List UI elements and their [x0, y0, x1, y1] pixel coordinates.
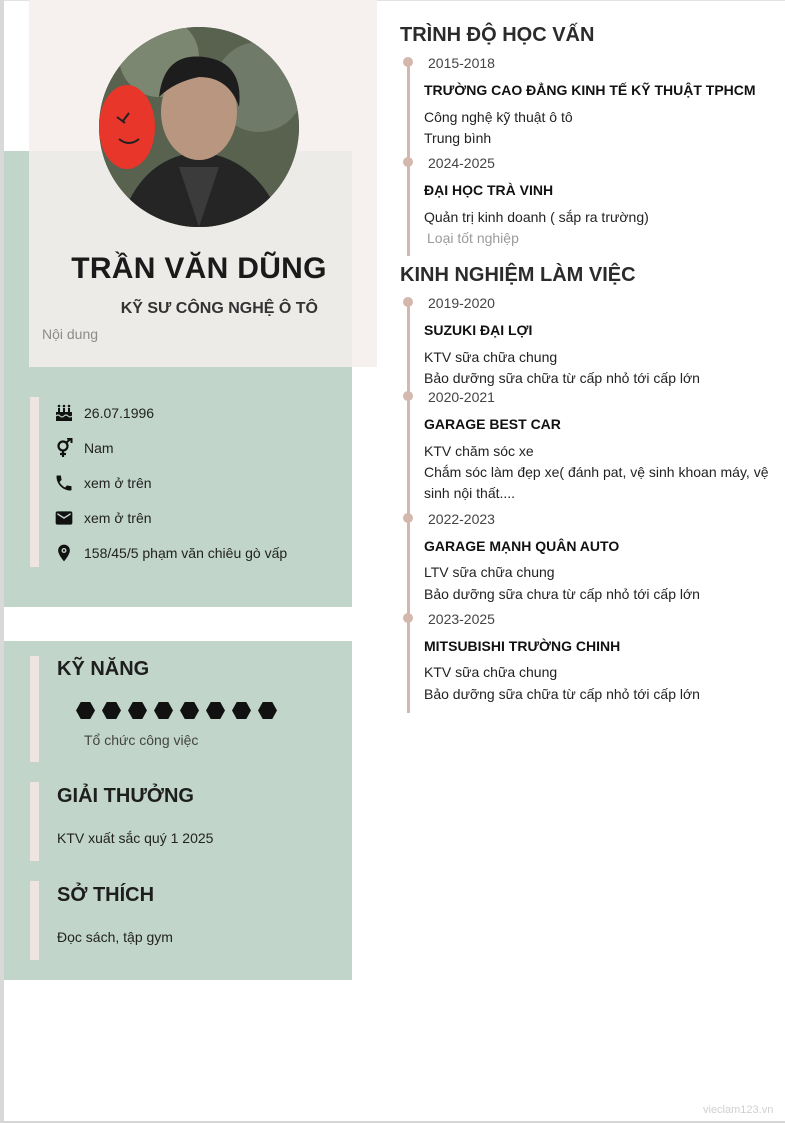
experience-company: SUZUKI ĐẠI LỢI [424, 322, 533, 338]
skills-accent-bar [30, 656, 39, 762]
avatar [99, 27, 299, 227]
timeline-dot [403, 513, 413, 523]
experience-timeline [407, 300, 410, 713]
skill-level-dot [258, 702, 277, 719]
email-icon [54, 508, 74, 528]
awards-heading: GIẢI THƯỞNG [57, 785, 194, 807]
experience-description: Bảo dưỡng sữa chưa từ cấp nhỏ tới cấp lớn [424, 586, 700, 602]
contact-gender [54, 437, 114, 459]
education-years: 2015-2018 [428, 55, 495, 71]
experience-description: Chắm sóc làm đẹp xe( đánh pat, vệ sinh khoan máy, vệ sinh nội thất.... [424, 464, 769, 501]
skill-level-dot [206, 702, 225, 719]
skill-name: Tổ chức công việc [84, 732, 199, 748]
timeline-dot [403, 391, 413, 401]
phone-icon [54, 473, 74, 493]
education-major: Công nghệ kỹ thuật ô tô [424, 109, 573, 125]
phone-value: xem ở trên [84, 475, 152, 491]
address-value: 158/45/5 phạm văn chiêu gò vấp [84, 545, 288, 561]
experience-role: KTV chăm sóc xe [424, 443, 534, 459]
contact-birthday [54, 402, 154, 424]
contact-accent-bar [30, 397, 39, 567]
skill-level-indicator [76, 702, 277, 719]
experience-company: MITSUBISHI TRƯỜNG CHINH [424, 638, 621, 654]
hobbies-text: Đọc sách, tập gym [57, 929, 173, 945]
education-grade: Trung bình [424, 130, 492, 146]
candidate-name: TRẦN VĂN DŨNG [71, 252, 327, 285]
hobbies-heading: SỞ THÍCH [57, 884, 155, 906]
birthday-value: 26.07.1996 [84, 405, 155, 421]
education-years: 2024-2025 [428, 155, 495, 171]
experience-years: 2023-2025 [428, 611, 495, 627]
timeline-dot [403, 297, 413, 307]
experience-heading: KINH NGHIỆM LÀM VIỆC [400, 264, 636, 286]
experience-years: 2019-2020 [428, 295, 495, 311]
email-value: xem ở trên [84, 510, 152, 526]
skill-level-dot [180, 702, 199, 719]
contact-address [54, 542, 287, 564]
skills-heading: KỸ NĂNG [57, 658, 150, 680]
experience-years: 2022-2023 [428, 511, 495, 527]
experience-company: GARAGE BEST CAR [424, 416, 561, 432]
education-school: TRƯỜNG CAO ĐẲNG KINH TẾ KỸ THUẬT TPHCM [424, 82, 756, 98]
gender-icon [54, 438, 74, 458]
experience-role: KTV sữa chữa chung [424, 664, 558, 680]
hobbies-accent-bar [30, 881, 39, 960]
skill-level-dot [102, 702, 121, 719]
experience-description: Bảo dưỡng sữa chữa từ cấp nhỏ tới cấp lớn [424, 686, 700, 702]
location-pin-icon [54, 543, 74, 563]
contact-phone [54, 472, 152, 494]
experience-role: LTV sữa chữa chung [424, 564, 555, 580]
experience-role: KTV sữa chữa chung [424, 349, 558, 365]
contact-email [54, 507, 152, 529]
education-grade: Loại tốt nghiệp [427, 230, 519, 246]
education-school: ĐẠI HỌC TRÀ VINH [424, 182, 554, 198]
timeline-dot [403, 613, 413, 623]
skill-level-dot [76, 702, 95, 719]
experience-company: GARAGE MẠNH QUÂN AUTO [424, 538, 620, 554]
experience-description: Bảo dưỡng sữa chữa từ cấp nhỏ tới cấp lớn [424, 370, 700, 386]
skill-level-dot [128, 702, 147, 719]
education-major: Quản trị kinh doanh ( sắp ra trường) [424, 209, 649, 225]
birthday-cake-icon [54, 403, 74, 423]
education-heading: TRÌNH ĐỘ HỌC VẤN [400, 24, 595, 46]
awards-accent-bar [30, 782, 39, 861]
timeline-dot [403, 57, 413, 67]
intro-text: Nội dung [42, 326, 99, 342]
job-title: KỸ SƯ CÔNG NGHỆ Ô TÔ [120, 300, 318, 317]
gender-value: Nam [84, 440, 114, 456]
experience-years: 2020-2021 [428, 389, 495, 405]
skill-level-dot [154, 702, 173, 719]
watermark: vieclam123.vn [703, 1104, 774, 1116]
awards-text: KTV xuất sắc quý 1 2025 [57, 830, 214, 846]
skill-level-dot [232, 702, 251, 719]
timeline-dot [403, 157, 413, 167]
